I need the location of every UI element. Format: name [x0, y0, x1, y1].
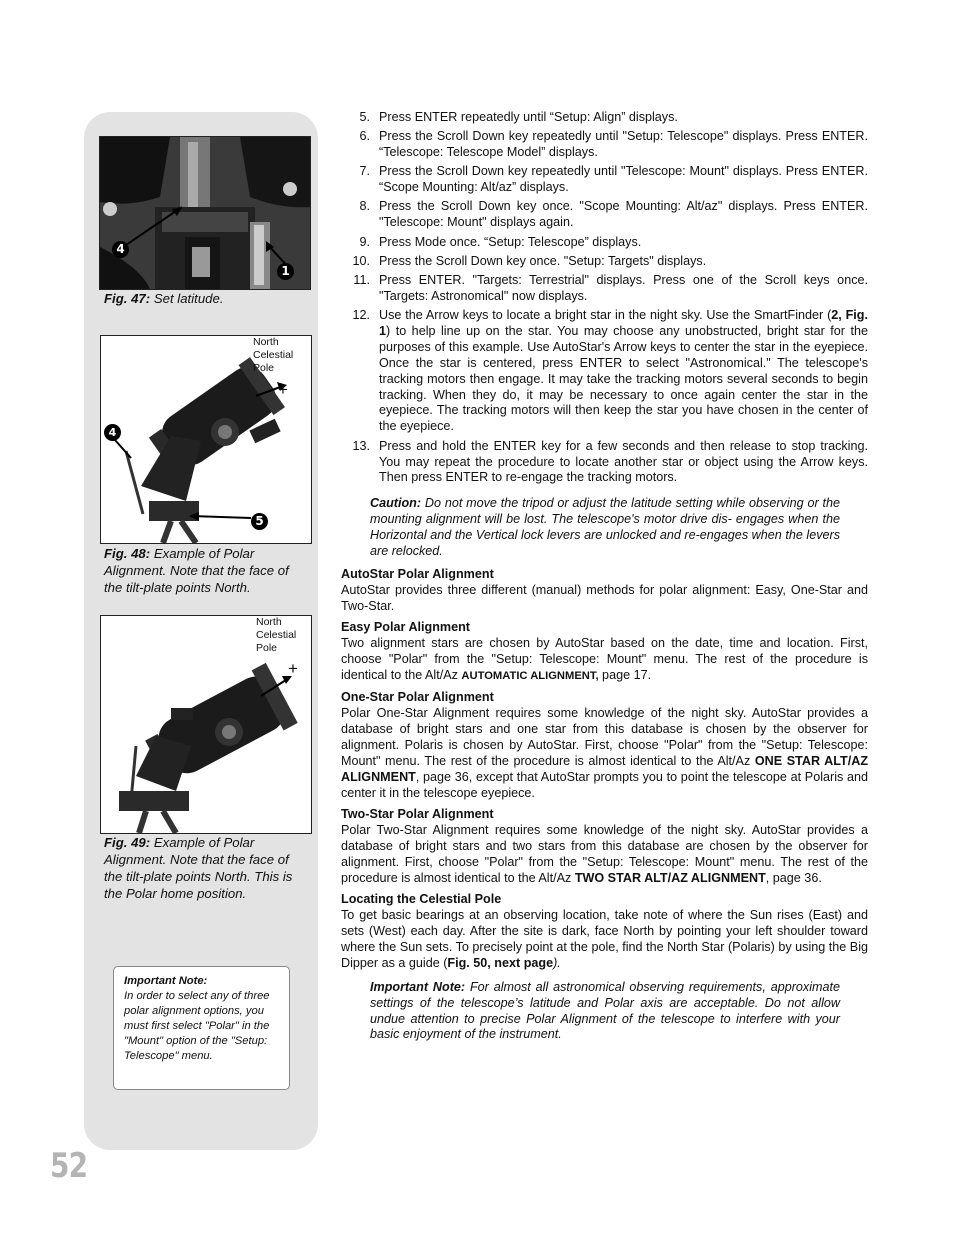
- section-text: [341, 908, 868, 972]
- fig49-pole-label: [256, 616, 296, 655]
- step-text: Press the Scroll Down key repeatedly until "Telescope: Mount" displays. Press ENTER. “Scope Mounting: Alt/az” displays.: [379, 164, 868, 195]
- page-number: 52: [50, 1146, 88, 1186]
- fig49-caption-text: Example of Polar Alignment. Note that the face of the tilt-plate points North. This is the Polar home position.: [104, 835, 293, 901]
- step-number: 9.: [359, 234, 370, 249]
- section-heading: One-Star Polar Alignment: [341, 690, 494, 705]
- fig48-pole-label: [253, 336, 293, 375]
- step-item: [341, 129, 868, 161]
- fig47-caption: [104, 290, 304, 307]
- fig48-caption-num: Fig. 48:: [104, 546, 151, 561]
- fig47-caption-num: Fig. 47:: [104, 291, 151, 306]
- section-heading: Two-Star Polar Alignment: [341, 807, 494, 822]
- caution-label: Caution:: [370, 496, 422, 511]
- fig48-caption: [104, 545, 304, 596]
- two-star-text: Polar Two-Star Alignment requires some knowledge of the night sky. AutoStar provides a database of bright stars and two stars from this database are chosen by the observer for alignment. First, choose "Polar" from the "Setup: Telescope: Mount" menu. The rest of the procedure is almost identical to the Alt/Az: [341, 823, 868, 885]
- one-star-section: [341, 690, 868, 801]
- fig49-caption: [104, 834, 304, 902]
- main-content: [341, 110, 868, 1043]
- important-label: Important Note:: [370, 979, 466, 994]
- step-number: 8.: [359, 199, 370, 214]
- celestial-pole-tail: ).: [553, 955, 561, 970]
- one-star-ref: ONE STAR ALT/AZ ALIGNMENT: [341, 753, 869, 784]
- fig48-pole-line2: Celestial: [253, 349, 294, 361]
- step-text: Press the Scroll Down key once. "Setup: Targets" displays.: [379, 253, 707, 268]
- fig48-pole-line1: North: [253, 336, 279, 348]
- section-heading: AutoStar Polar Alignment: [341, 566, 494, 581]
- step12-text-c: ) to help line up on the star. You may choose any unobstructed, bright star for the purposes of this example. Use AutoStar's Arrow keys to center the star in the eyepiece. Once the star is centered, press ENTER to select "Astronomical." The telescope's tracking motors then engage. It may take the tracking motors several seconds to begin tracking. When they do, it may be necessary to once again center the star in the eyepiece. The tracking motors will then keep the star you have chosen in the center of the eyepiece.: [379, 323, 868, 434]
- one-star-tail: , page 36, except that AutoStar prompts you to point the telescope at Polaris and center it in the telescope eyepiece.: [341, 769, 868, 800]
- step12-ref: 2, Fig. 1: [379, 308, 868, 338]
- step-text: Press ENTER. "Targets: Terrestrial" displays. Press one of the Scroll keys once. "Targets: Astronomical" now displays.: [379, 272, 868, 303]
- easy-polar-ref: AUTOMATIC ALIGNMENT,: [461, 669, 599, 682]
- easy-polar-text: Two alignment stars are chosen by AutoStar based on the date, time and location. First, choose "Polar" from the "Setup: Telescope: Mount" menu. The rest of the procedure is identical to the Alt/Az: [341, 636, 868, 682]
- section-text: [341, 636, 868, 685]
- fig48-callout-5: 5: [251, 513, 268, 530]
- two-star-section: [341, 807, 868, 887]
- easy-polar-tail: page 17.: [598, 667, 652, 682]
- fig49-pole-line3: Pole: [256, 642, 278, 654]
- step-number: 11.: [353, 272, 370, 287]
- caution-text: Do not move the tripod or adjust the latitude setting while observing or the mounting alignment will be lost. The telescope's motor drive dis- engages when the Horizontal and the Vertical lock levers are unlocked and re-engages when the levers are relocked.: [370, 496, 840, 559]
- two-star-tail: , page 36.: [765, 870, 822, 885]
- step-item: [341, 273, 868, 305]
- fig49-pole-line2: Celestial: [256, 629, 297, 641]
- important-text: For almost all astronomical observing requirements, approximate settings of the telescope’s latitude and Polar axis are acceptable. Do not allow undue attention to precise Polar Alignment of the telescope to interfere with your basic enjoyment of the instrument.: [370, 979, 840, 1042]
- note-title: Important Note:: [124, 975, 208, 987]
- step-item: [341, 199, 868, 231]
- fig48-callout-4: 4: [104, 424, 121, 441]
- important-note: [370, 980, 840, 1044]
- celestial-pole-ref: Fig. 50, next page: [447, 955, 554, 970]
- one-star-text: Polar One-Star Alignment requires some knowledge of the night sky. AutoStar provides a database of bright stars and one star from this database is chosen by the observer for alignment. Polaris is chosen by AutoStar. First, choose "Polar" from the "Setup: Telescope: Mount" menu. The rest of the procedure is almost identical to the Alt/Az: [341, 706, 868, 768]
- section-text: [341, 823, 868, 887]
- fig49-caption-num: Fig. 49:: [104, 835, 151, 850]
- celestial-pole-text: To get basic bearings at an observing location, take note of where the Sun rises (East) and sets (West) each day. After the site is dark, face North by pointing your left shoulder toward where the Sun sets. To precisely point at the pole, find the North Star (Polaris) by using the Big Dipper as a guide (: [341, 908, 868, 970]
- fig48-plus-sign: +: [278, 380, 288, 399]
- step-item: [341, 254, 868, 270]
- step-text: Press Mode once. “Setup: Telescope” displays.: [379, 234, 642, 249]
- section-text: AutoStar provides three different (manual) methods for polar alignment: Easy, One-Star and Two-Star.: [341, 582, 868, 613]
- celestial-pole-section: [341, 892, 868, 972]
- fig49-plus-sign: +: [288, 659, 298, 678]
- step-item: [341, 308, 868, 435]
- section-heading: Easy Polar Alignment: [341, 620, 471, 635]
- step-item: [341, 439, 868, 487]
- step-item: [341, 164, 868, 196]
- step-text: Press the Scroll Down key repeatedly until "Setup: Telescope" displays. Press ENTER. “Telescope: Telescope Model” displays.: [379, 129, 868, 160]
- two-star-ref: TWO STAR ALT/AZ ALIGNMENT: [574, 870, 766, 885]
- fig47-callout-4: 4: [112, 241, 129, 258]
- steps-list: [341, 110, 868, 305]
- fig49-pole-line1: North: [256, 616, 282, 628]
- fig47-callout-1: 1: [277, 263, 294, 280]
- important-note-box: [113, 966, 290, 1090]
- step-number: 5.: [359, 110, 370, 124]
- step-number: 10.: [352, 253, 370, 268]
- step12-text-a: Use the Arrow keys to locate a bright star in the night sky. Use the SmartFinder (: [379, 308, 832, 323]
- section-text: [341, 706, 868, 801]
- step-item: [341, 110, 868, 126]
- fig48-pole-line3: Pole: [253, 362, 275, 374]
- step-text: Press ENTER repeatedly until “Setup: Align” displays.: [379, 110, 678, 124]
- step-number: 13.: [352, 438, 370, 453]
- step-text: Press and hold the ENTER key for a few seconds and then release to stop tracking. You may repeat the procedure to locate another star or object using the Arrow keys. Then press ENTER to re-engage the tracking motors.: [379, 438, 868, 485]
- section-heading: Locating the Celestial Pole: [341, 892, 502, 907]
- step-number: 6.: [359, 129, 370, 144]
- fig48-caption-text: Example of Polar Alignment. Note that the face of the tilt-plate points North.: [104, 546, 289, 595]
- caution-note: [370, 496, 840, 560]
- step-number: 7.: [359, 164, 370, 179]
- note-body: In order to select any of three polar alignment options, you must first select "Polar" in the "Mount" option of the "Setup: Telescope" menu.: [124, 990, 270, 1062]
- autostar-polar-section: [341, 567, 868, 615]
- easy-polar-section: [341, 620, 868, 685]
- step-item: [341, 235, 868, 251]
- step-number: 12.: [352, 308, 370, 323]
- fig47-caption-text: Set latitude.: [150, 291, 224, 306]
- step-text: [379, 308, 868, 435]
- step-text: Press the Scroll Down key once. "Scope Mounting: Alt/az" displays. Press ENTER. "Telescope: Mount" displays again.: [379, 199, 868, 230]
